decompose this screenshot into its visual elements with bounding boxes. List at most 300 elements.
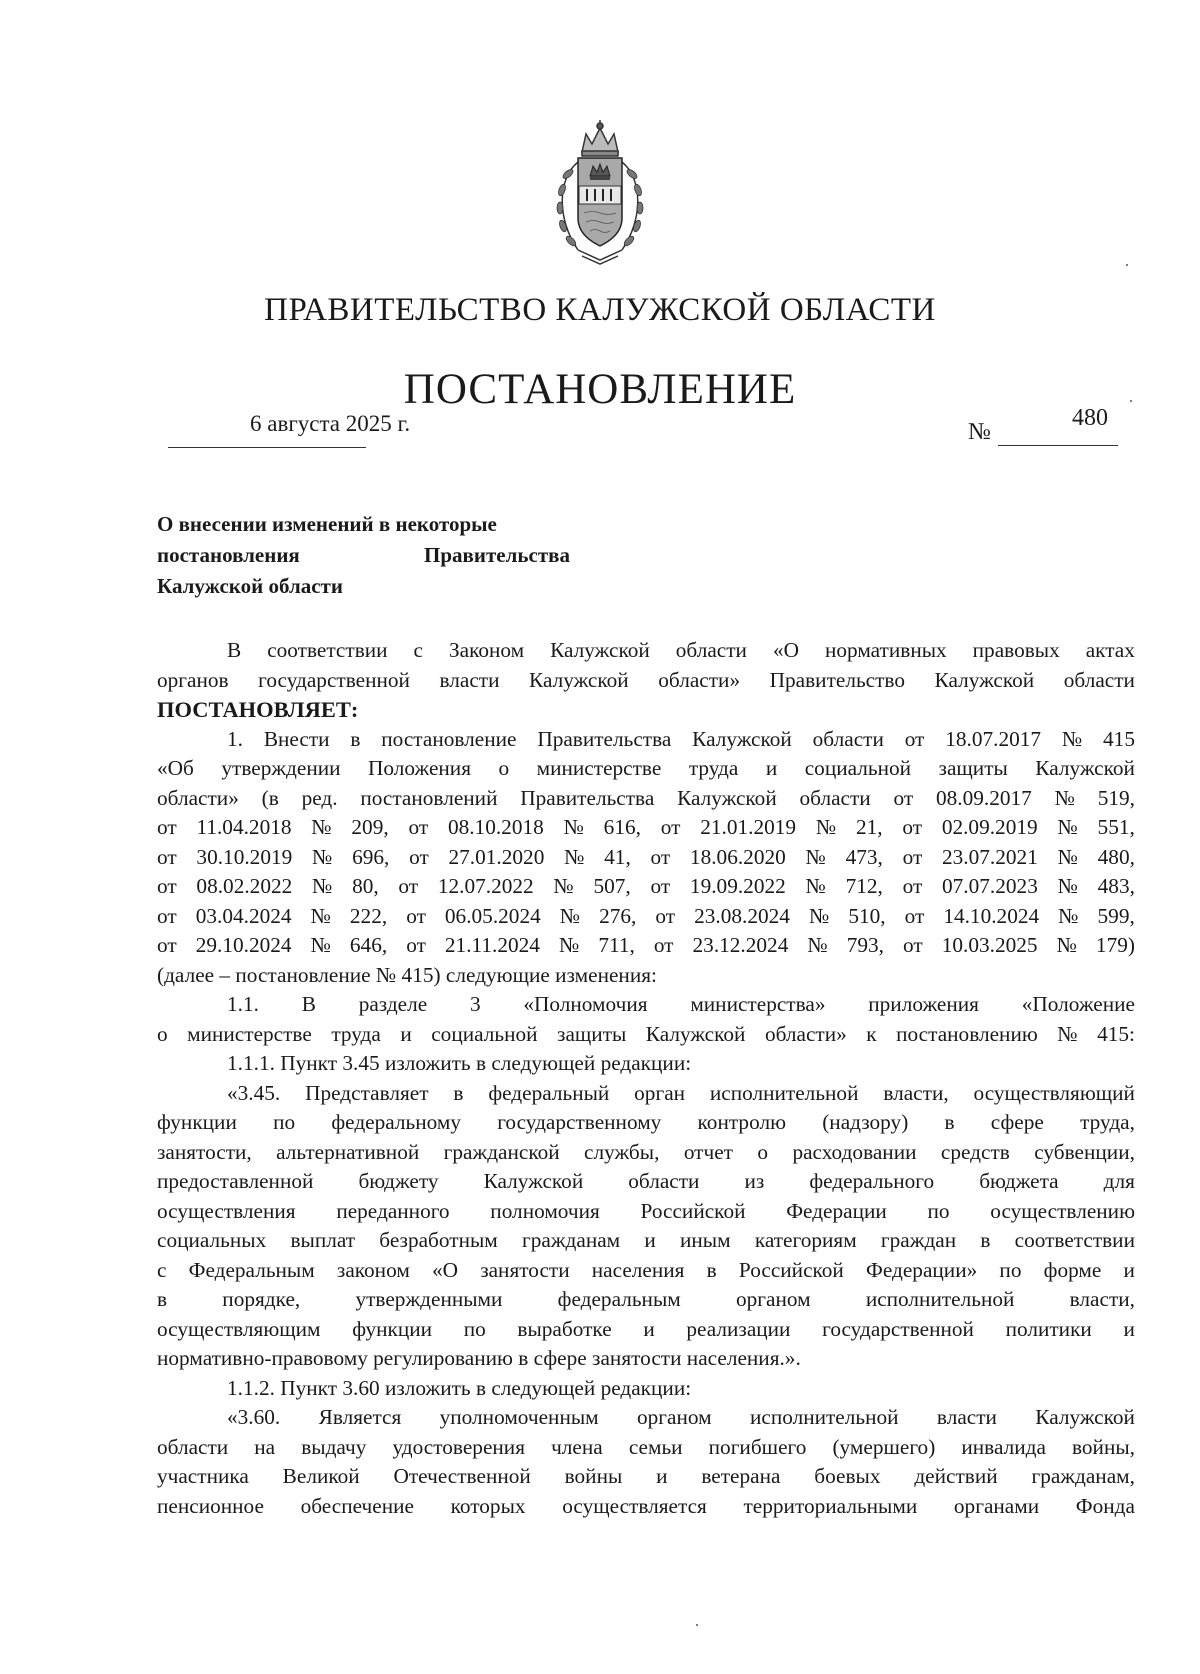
word: от: [904, 903, 925, 928]
word: федеральному: [331, 1110, 461, 1134]
word: государственной: [258, 667, 410, 692]
word: Положения: [368, 756, 472, 780]
document-date: 6 августа 2025 г.: [250, 411, 411, 436]
word: порядке,: [222, 1287, 301, 1311]
word: 06.05.2024: [444, 903, 541, 928]
word: осуществления: [157, 1198, 296, 1223]
word: 483,: [1097, 874, 1135, 898]
word: 209,: [351, 815, 389, 839]
word: по: [273, 1110, 296, 1134]
word: от: [398, 874, 419, 898]
word: защиты: [557, 1021, 627, 1046]
word: в: [157, 1287, 168, 1311]
word: №: [1057, 815, 1078, 839]
word: от: [409, 844, 429, 869]
word: соответствии: [267, 638, 388, 662]
word: от: [903, 933, 923, 957]
word: переданного: [336, 1198, 450, 1223]
word: 14.10.2024: [943, 903, 1040, 928]
word: области: [675, 638, 747, 662]
word: власти: [936, 1405, 997, 1429]
word: 19.09.2022: [689, 874, 786, 898]
word: о: [157, 1021, 168, 1046]
word: 616,: [603, 815, 641, 839]
word: 712,: [845, 874, 883, 898]
word: (в: [261, 785, 279, 810]
word: в: [944, 1110, 955, 1134]
word: власти,: [883, 1080, 949, 1105]
word: 29.10.2024: [195, 933, 292, 957]
word: инвалида: [961, 1434, 1046, 1459]
word: 11.04.2018: [196, 815, 292, 839]
word: №: [1058, 903, 1079, 928]
word: актах: [1085, 638, 1135, 662]
body-line: [157, 990, 1135, 1020]
word: в: [980, 1228, 991, 1252]
word: 711,: [598, 933, 635, 957]
word: №: [553, 874, 574, 898]
word: 222,: [349, 903, 388, 928]
word: «Полномочия: [523, 992, 648, 1016]
word: от: [653, 933, 674, 957]
word: Федерации: [786, 1198, 887, 1223]
word: от: [660, 815, 681, 839]
word: 18.07.2017: [945, 726, 1042, 751]
word: Представляет: [305, 1080, 429, 1105]
word: сфере: [990, 1110, 1044, 1134]
word: 179): [1095, 933, 1135, 957]
word: №: [805, 874, 826, 898]
word: федеральным: [557, 1287, 681, 1311]
word: и: [643, 1316, 655, 1341]
word: по: [463, 1316, 486, 1341]
word: государственному: [497, 1110, 662, 1134]
word: 1.: [227, 726, 243, 751]
word: В: [227, 638, 242, 662]
word: от: [157, 903, 177, 928]
word: №: [1057, 844, 1078, 869]
word: обеспечение: [300, 1493, 414, 1518]
body-line: [157, 1403, 1135, 1433]
number-underline: [998, 445, 1118, 446]
word: Правительство: [769, 667, 905, 692]
word: №: [564, 844, 585, 869]
word: иным: [680, 1228, 731, 1252]
subject-line: О внесении изменений в некоторые: [157, 512, 497, 536]
word: форме: [1043, 1257, 1102, 1282]
word: и: [1123, 1316, 1135, 1341]
word: Великой: [282, 1464, 360, 1488]
word: средств: [940, 1139, 1010, 1164]
body-line: [157, 1020, 1135, 1050]
word: войны: [564, 1464, 623, 1488]
scan-speck: [1130, 400, 1132, 402]
body-line: [157, 725, 1135, 755]
word: Российской: [640, 1198, 746, 1223]
word: министерстве: [536, 756, 662, 780]
word: выработке: [517, 1316, 612, 1341]
word: от: [408, 815, 429, 839]
word: 1.1.: [227, 992, 259, 1016]
word: №: [312, 844, 333, 869]
word: безработным: [379, 1228, 498, 1252]
word: от: [902, 815, 923, 839]
word: Калужской: [529, 667, 629, 692]
word: власти: [439, 667, 500, 692]
word: федеральный: [488, 1080, 610, 1105]
word: категориям: [754, 1228, 857, 1252]
word: 23.07.2021: [942, 844, 1038, 869]
word: 12.07.2022: [437, 874, 534, 898]
word: занятости: [480, 1257, 570, 1282]
word: 599,: [1097, 903, 1135, 928]
word: орган: [634, 1080, 686, 1105]
body-line: нормативно-правовому регулированию в сфере занятости населения.».: [157, 1346, 801, 1370]
word: №: [805, 844, 826, 869]
word: №: [815, 815, 837, 839]
word: осуществляющий: [973, 1080, 1135, 1105]
word: и: [400, 1021, 412, 1046]
body-line: [157, 1108, 1135, 1138]
word: 80,: [352, 874, 379, 898]
word: №: [310, 903, 331, 928]
word: полномочия: [490, 1198, 600, 1223]
word: от: [655, 903, 676, 928]
word: государственной: [822, 1316, 974, 1341]
word: в: [350, 726, 361, 751]
word: осуществляется: [562, 1493, 707, 1518]
word: №: [1056, 933, 1077, 957]
date-underline: [168, 447, 366, 448]
coat-of-arms-emblem: [548, 118, 652, 268]
scan-speck: [696, 1624, 698, 1626]
word: социальных: [157, 1228, 267, 1252]
word: 646,: [349, 933, 388, 957]
word: утвержденными: [355, 1287, 503, 1311]
word: которых: [450, 1493, 526, 1518]
word: социальной: [431, 1021, 538, 1046]
word: расходовании: [792, 1139, 917, 1164]
word: №: [808, 903, 830, 928]
word: контролю: [697, 1110, 786, 1134]
word: от: [157, 933, 177, 957]
body-line: 1.1.1. Пункт 3.45 изложить в следующей редакции:: [227, 1051, 692, 1075]
word: Фонда: [1075, 1493, 1135, 1518]
word: от: [902, 844, 923, 869]
word: 27.01.2020: [448, 844, 545, 869]
word: функции: [157, 1110, 237, 1134]
word: Является: [318, 1405, 402, 1429]
word: Калужской: [692, 726, 792, 751]
word: законом: [336, 1257, 410, 1282]
word: Отечественной: [393, 1464, 531, 1488]
word: труда: [688, 756, 739, 780]
word: 415:: [1097, 1021, 1135, 1046]
word: №: [558, 933, 580, 957]
word: исполнительной: [709, 1080, 859, 1105]
word: 02.09.2019: [941, 815, 1038, 839]
word: 510,: [848, 903, 886, 928]
word: граждан: [880, 1228, 957, 1252]
word: №: [1057, 1021, 1078, 1046]
word: удостоверения: [392, 1434, 525, 1459]
number-label: №: [968, 419, 991, 445]
word: в: [453, 1080, 464, 1105]
word: (надзору): [822, 1110, 909, 1134]
subject-line: Калужской области: [157, 574, 343, 598]
word: Федеральным: [188, 1257, 315, 1282]
body-line: [157, 784, 1135, 814]
word: постановлению: [896, 1021, 1038, 1046]
word: населения: [591, 1257, 685, 1282]
word: органом: [637, 1405, 712, 1429]
word: (умершего): [832, 1434, 936, 1459]
word: от: [157, 874, 177, 898]
word: субвенции,: [1034, 1139, 1135, 1164]
word: соответствии: [1014, 1228, 1135, 1252]
word: «3.60.: [227, 1405, 281, 1429]
word: альтернативной: [276, 1139, 420, 1164]
word: «Об: [157, 756, 194, 780]
body-line: [157, 1226, 1135, 1256]
word: бюджету: [358, 1169, 439, 1193]
body-line: [157, 636, 1135, 666]
word: правовых: [972, 638, 1060, 662]
word: гражданам: [521, 1228, 621, 1252]
word: семьи: [628, 1434, 683, 1459]
word: пенсионное: [157, 1493, 264, 1518]
word: труда: [331, 1021, 381, 1046]
word: разделе: [358, 992, 428, 1016]
body-line: [157, 666, 1135, 696]
body-line: [157, 1138, 1135, 1168]
body-line: [157, 931, 1135, 961]
word: Калужской: [677, 785, 777, 810]
word: №: [1054, 785, 1075, 810]
scan-speck: [1126, 264, 1128, 266]
word: органов: [157, 667, 229, 692]
body-line: 1.1.2. Пункт 3.60 изложить в следующей редакции:: [227, 1375, 692, 1400]
word: области: [1063, 667, 1135, 692]
word: погибшего: [708, 1434, 807, 1459]
word: Правительства: [520, 785, 655, 810]
body-line: [157, 1167, 1135, 1197]
word: Законом: [448, 638, 525, 662]
word: 18.06.2020: [689, 844, 786, 869]
word: из: [744, 1169, 765, 1193]
body-line: [157, 1197, 1135, 1227]
word: нормативных: [824, 638, 947, 662]
word: «О: [431, 1257, 459, 1282]
word: 23.12.2024: [692, 933, 789, 957]
word: и: [1123, 1257, 1135, 1282]
word: №: [1057, 874, 1078, 898]
word: социальной: [804, 756, 912, 780]
word: по: [927, 1198, 950, 1223]
word: Калужской: [1035, 1405, 1135, 1429]
word: Калужской: [483, 1169, 584, 1193]
word: «Положение: [1021, 992, 1135, 1016]
word: уполномоченным: [439, 1405, 599, 1429]
word: Калужской: [934, 667, 1035, 692]
word: осуществлению: [990, 1198, 1135, 1223]
word: области»: [157, 785, 239, 810]
word: от: [157, 815, 177, 839]
word: о: [757, 1139, 769, 1164]
word: Правительства: [537, 726, 672, 751]
body-line: [157, 754, 1135, 784]
body-line: [157, 1079, 1135, 1109]
body-line: [157, 1315, 1135, 1345]
word: 10.03.2025: [941, 933, 1038, 957]
word: от: [157, 844, 177, 869]
word: на: [254, 1434, 276, 1459]
word: постановлений: [360, 785, 498, 810]
word: реализации: [686, 1316, 791, 1341]
word: члена: [551, 1434, 603, 1459]
word: министерства»: [690, 992, 826, 1016]
word: Внести: [263, 726, 330, 751]
word: 480,: [1097, 844, 1135, 869]
word: выдачу: [301, 1434, 367, 1459]
word: с: [413, 638, 423, 662]
word: Калужской: [1035, 756, 1135, 780]
word: №: [1061, 726, 1083, 751]
word: действий: [914, 1464, 998, 1488]
document-number: 480: [1072, 405, 1108, 431]
word: боевых: [814, 1464, 881, 1488]
word: Федерации»: [866, 1257, 978, 1282]
word: от: [893, 785, 914, 810]
word: органом: [735, 1287, 811, 1311]
word: области: [799, 785, 871, 810]
word: Калужской: [645, 1021, 746, 1046]
word: 3: [469, 992, 481, 1016]
word: от: [902, 874, 923, 898]
subject-line: [157, 540, 570, 571]
word: службы,: [584, 1139, 660, 1164]
subject-word: постановления: [157, 543, 300, 567]
word: федерального: [809, 1169, 935, 1193]
word: №: [312, 874, 333, 898]
word: от: [650, 844, 671, 869]
word: 08.10.2018: [447, 815, 544, 839]
word: 793,: [846, 933, 884, 957]
word: №: [807, 933, 828, 957]
word: В: [301, 992, 316, 1016]
word: бюджета: [979, 1169, 1059, 1193]
body-line: [157, 902, 1135, 932]
word: «3.45.: [227, 1080, 281, 1105]
word: №: [310, 933, 331, 957]
word: и: [765, 756, 778, 780]
body-line: [157, 1462, 1135, 1492]
document-body: [157, 636, 1135, 1521]
word: отчет: [683, 1139, 733, 1164]
subject-word: Правительства: [424, 543, 570, 567]
word: 507,: [593, 874, 631, 898]
word: 08.02.2022: [196, 874, 293, 898]
word: ред.: [301, 785, 338, 810]
body-line: [157, 872, 1135, 902]
word: политики: [1005, 1316, 1092, 1341]
word: №: [559, 903, 581, 928]
word: от: [904, 726, 925, 751]
word: занятости,: [157, 1139, 252, 1164]
word: территориальными: [743, 1493, 918, 1518]
word: и: [644, 1228, 656, 1252]
word: Российской: [738, 1257, 844, 1282]
word: в: [706, 1257, 717, 1282]
word: гражданам,: [1031, 1464, 1135, 1488]
word: 519,: [1097, 785, 1135, 810]
word: 21,: [855, 815, 883, 839]
word: «О: [772, 638, 799, 662]
word: №: [311, 815, 332, 839]
body-line: [157, 843, 1135, 873]
word: области»: [658, 667, 741, 692]
word: 415: [1103, 726, 1135, 751]
word: №: [563, 815, 584, 839]
word: с: [157, 1257, 167, 1282]
word: органами: [953, 1493, 1040, 1518]
body-line: [157, 1433, 1135, 1463]
word: о: [498, 756, 510, 780]
word: и: [656, 1464, 668, 1488]
word: 07.07.2023: [942, 874, 1038, 898]
word: войны,: [1071, 1434, 1135, 1459]
word: гражданской: [443, 1139, 560, 1164]
body-line: [157, 1285, 1135, 1315]
word: осуществляющим: [157, 1316, 321, 1341]
word: 03.04.2024: [195, 903, 292, 928]
word: 21.11.2024: [444, 933, 540, 957]
document-subject: [157, 509, 570, 602]
word: области»: [764, 1021, 847, 1046]
word: от: [406, 903, 426, 928]
word: функции: [352, 1316, 433, 1341]
word: 21.01.2019: [700, 815, 797, 839]
word: утверждении: [221, 756, 341, 780]
word: приложения: [868, 992, 979, 1016]
word: труда,: [1080, 1110, 1135, 1134]
word: 41,: [604, 844, 631, 869]
body-line: [157, 1256, 1135, 1286]
word: постановление: [381, 726, 517, 751]
word: власти,: [1069, 1287, 1135, 1311]
word: ветерана: [701, 1464, 781, 1488]
body-line: [157, 813, 1135, 843]
word: от: [406, 933, 426, 957]
word: 30.10.2019: [196, 844, 293, 869]
word: к: [866, 1021, 877, 1046]
word: 08.09.2017: [935, 785, 1032, 810]
word: области: [157, 1434, 229, 1459]
body-line: [157, 1492, 1135, 1522]
word: 276,: [599, 903, 637, 928]
body-line: (далее – постановление № 415) следующие изменения:: [157, 962, 657, 987]
word: 551,: [1097, 815, 1135, 839]
word: исполнительной: [865, 1287, 1015, 1311]
word: области: [812, 726, 884, 751]
word: 696,: [352, 844, 390, 869]
word: выплат: [290, 1228, 356, 1252]
resolves-heading: ПОСТАНОВЛЯЕТ:: [157, 697, 359, 722]
word: 23.08.2024: [694, 903, 790, 928]
word: от: [650, 874, 671, 898]
word: предоставленной: [157, 1169, 314, 1193]
word: министерстве: [187, 1021, 312, 1046]
